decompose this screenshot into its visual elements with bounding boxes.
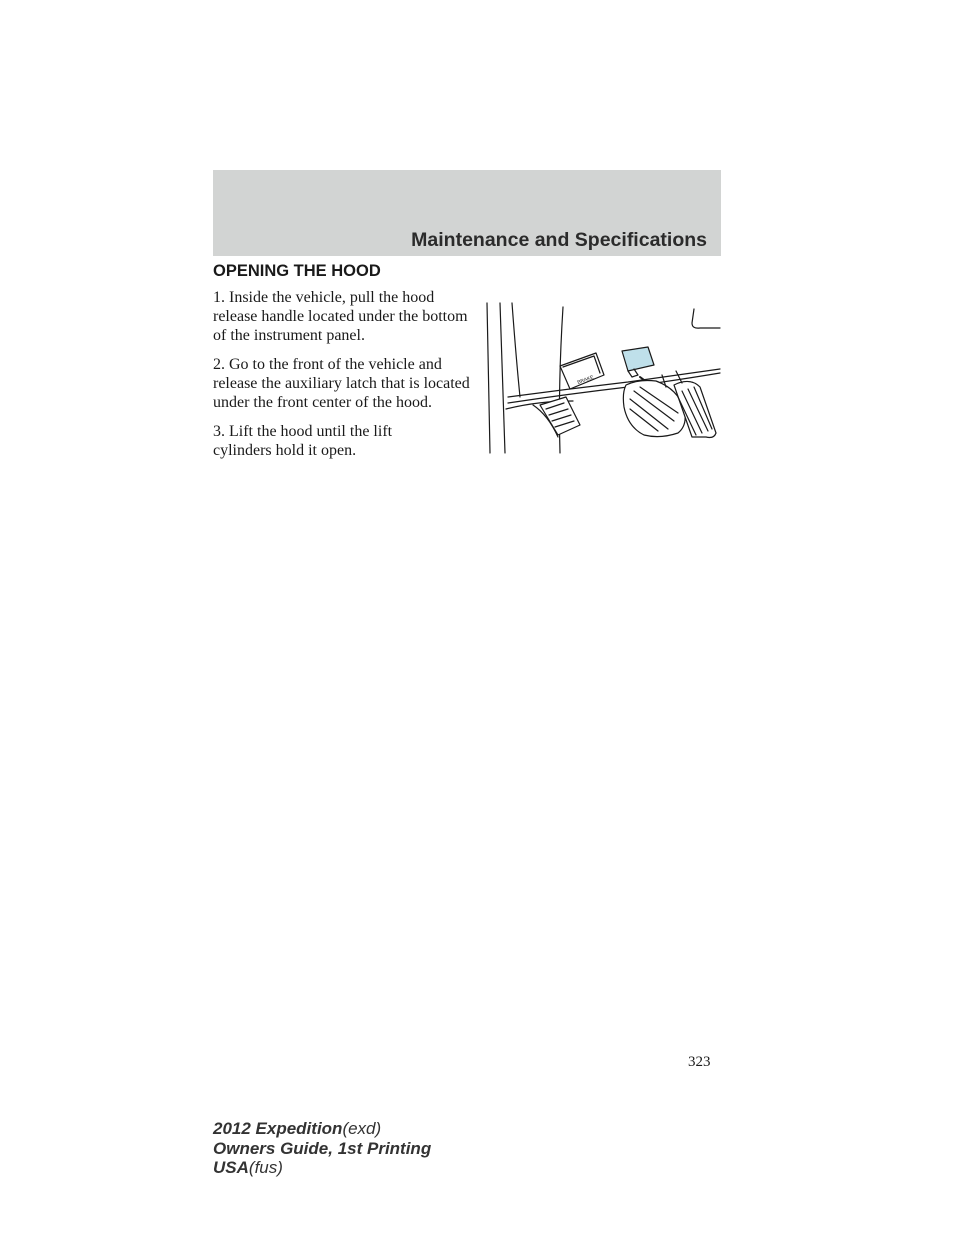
hood-release-handle-icon (478, 297, 722, 455)
section-header-bar (213, 170, 721, 256)
page-number: 323 (688, 1054, 711, 1070)
footer-line-3 (213, 1158, 431, 1178)
footer-market-code: (fus) (248, 1158, 283, 1177)
section-title: OPENING THE HOOD (213, 262, 381, 280)
brake-label: BRAKE (576, 374, 595, 386)
footer-line-2: Owners Guide, 1st Printing (213, 1138, 432, 1158)
hood-release-illustration (478, 297, 722, 455)
step-2: 2. Go to the front of the vehicle and release the auxiliary latch that is located under the front center of the hood. (213, 356, 470, 411)
instruction-steps (213, 288, 475, 470)
footer-model: 2012 Expedition (213, 1119, 343, 1138)
step-3: 3. Lift the hood until the lift cylinders hold it open. (213, 423, 393, 459)
step-1: 1. Inside the vehicle, pull the hood release handle located under the bottom of the instrument panel. (213, 289, 468, 344)
footer-imprint (213, 1119, 431, 1178)
footer-market: USA (213, 1158, 249, 1177)
footer-model-code: (exd) (342, 1119, 382, 1138)
chapter-title: Maintenance and Specifications (411, 229, 707, 251)
footer-line-1 (213, 1119, 431, 1139)
